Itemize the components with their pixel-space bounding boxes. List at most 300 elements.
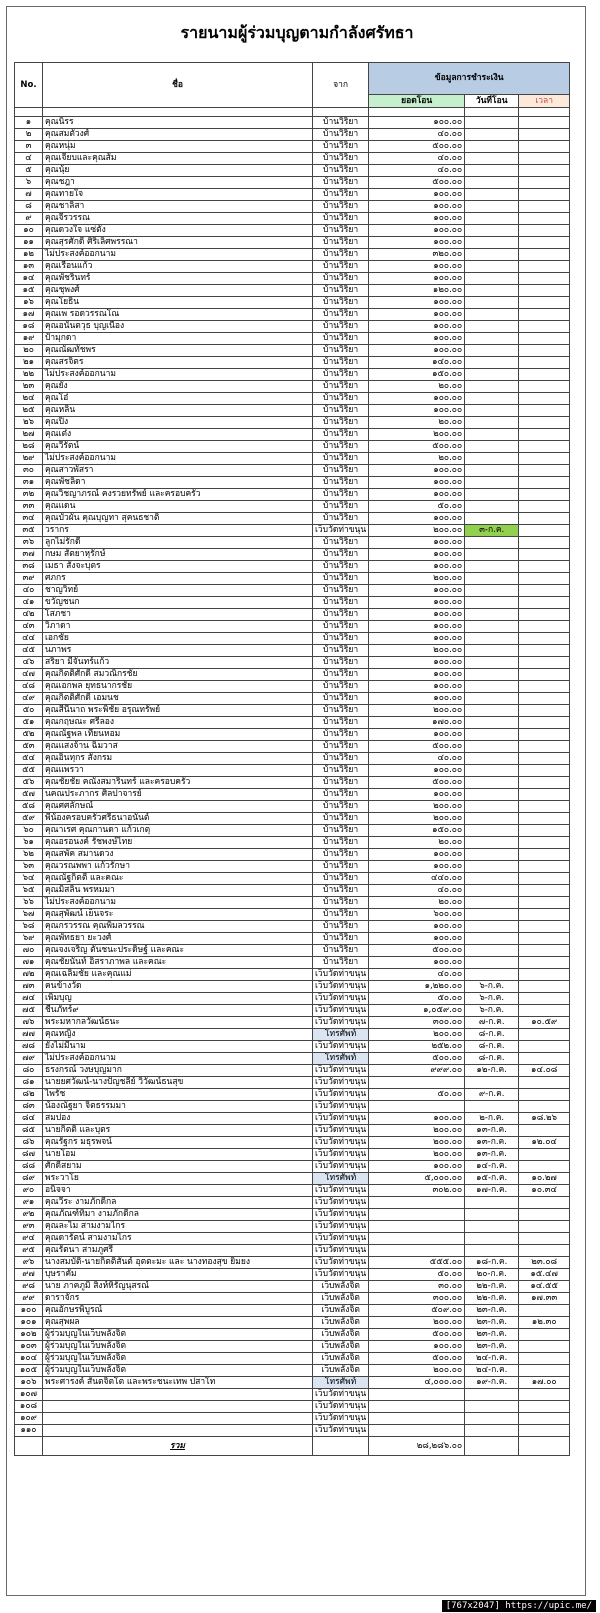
donor-amount: ๑,๐๕๙.๐๐ <box>369 1005 465 1017</box>
row-number: ๗๖ <box>15 1017 43 1029</box>
row-number: ๑๐๖ <box>15 1377 43 1389</box>
row-number: ๙๓ <box>15 1221 43 1233</box>
transfer-date: ๒๓-ก.ค. <box>465 1305 519 1317</box>
transfer-date: ๖-ก.ค. <box>465 993 519 1005</box>
row-number: ๒๙ <box>15 453 43 465</box>
table-row <box>15 1233 570 1245</box>
transfer-date <box>465 321 519 333</box>
donor-name: คุณชฎา <box>43 177 313 189</box>
transfer-time <box>519 1365 570 1377</box>
donor-name: คุณมิสลิน พรหมมา <box>43 885 313 897</box>
table-row <box>15 1005 570 1017</box>
transfer-time <box>519 477 570 489</box>
transfer-date <box>465 333 519 345</box>
transfer-date: ๑๓-ก.ค. <box>465 1149 519 1161</box>
donor-source: บ้านวิริยา <box>313 777 369 789</box>
transfer-time <box>519 1077 570 1089</box>
donor-name: ป้ามุกดา <box>43 333 313 345</box>
transfer-time <box>519 321 570 333</box>
donor-name: คุณชัยชัย คณังสมารินทร์ และครอบครัว <box>43 777 313 789</box>
donor-source: บ้านวิริยา <box>313 405 369 417</box>
table-row <box>15 285 570 297</box>
transfer-date <box>465 129 519 141</box>
table-row <box>15 981 570 993</box>
table-row <box>15 1077 570 1089</box>
donor-source: บ้านวิริยา <box>313 753 369 765</box>
transfer-date <box>465 513 519 525</box>
row-number: ๔๔ <box>15 633 43 645</box>
donor-name: คุณกิตติศักดิ์ เอมนช <box>43 693 313 705</box>
transfer-date <box>465 117 519 129</box>
table-row <box>15 657 570 669</box>
donor-name: คุณหลิน <box>43 405 313 417</box>
donor-source: บ้านวิริยา <box>313 141 369 153</box>
transfer-date <box>465 285 519 297</box>
transfer-date <box>465 561 519 573</box>
table-row <box>15 1317 570 1329</box>
transfer-date <box>465 873 519 885</box>
row-number: ๔๕ <box>15 645 43 657</box>
transfer-time <box>519 705 570 717</box>
donor-amount: ๔,๐๐๐.๐๐ <box>369 1377 465 1389</box>
row-number: ๑๘ <box>15 321 43 333</box>
table-row <box>15 1101 570 1113</box>
donor-name: คุณเอกพล ยุทธนากรชัย <box>43 681 313 693</box>
row-number: ๙ <box>15 213 43 225</box>
donor-name <box>43 1413 313 1425</box>
donor-amount: ๓๐๒.๐๐ <box>369 1185 465 1197</box>
row-number: ๓๐ <box>15 465 43 477</box>
donor-source: เว็บวัดท่าขนุน <box>313 1101 369 1113</box>
donor-name: คุณสาวพัสรา <box>43 465 313 477</box>
donor-source: บ้านวิริยา <box>313 561 369 573</box>
transfer-time <box>519 921 570 933</box>
donor-amount: ๑๕๐.๐๐ <box>369 825 465 837</box>
table-row <box>15 369 570 381</box>
transfer-time <box>519 177 570 189</box>
transfer-time <box>519 1161 570 1173</box>
donor-amount: ๓๒๐.๐๐ <box>369 249 465 261</box>
donor-amount <box>369 1221 465 1233</box>
donor-amount: ๑๐๐.๐๐ <box>369 261 465 273</box>
donor-source: บ้านวิริยา <box>313 765 369 777</box>
table-row <box>15 213 570 225</box>
row-number: ๔ <box>15 153 43 165</box>
row-number: ๖ <box>15 177 43 189</box>
donor-source: บ้านวิริยา <box>313 273 369 285</box>
row-number: ๔๑ <box>15 597 43 609</box>
table-row <box>15 477 570 489</box>
transfer-date <box>465 213 519 225</box>
transfer-time <box>519 1353 570 1365</box>
donor-name: พระวาโย <box>43 1173 313 1185</box>
donor-name: เพิ่มบุญ <box>43 993 313 1005</box>
transfer-time: ๑๒.๐๔ <box>519 1137 570 1149</box>
donor-amount: ๕๐๐.๐๐ <box>369 1353 465 1365</box>
table-row <box>15 1149 570 1161</box>
donor-amount: ๑๐๐.๐๐ <box>369 561 465 573</box>
table-row <box>15 1113 570 1125</box>
table-row <box>15 1401 570 1413</box>
document-frame <box>6 6 586 1596</box>
transfer-time <box>519 981 570 993</box>
donor-name: คุณโยธิน <box>43 297 313 309</box>
transfer-date <box>465 1413 519 1425</box>
row-number: ๑๔ <box>15 273 43 285</box>
header-payment: ข้อมูลการชำระเงิน <box>369 63 570 95</box>
donor-amount: ๑๐๐.๐๐ <box>369 225 465 237</box>
total-row <box>15 1437 570 1456</box>
table-row <box>15 1209 570 1221</box>
transfer-date <box>465 645 519 657</box>
donor-source: บ้านวิริยา <box>313 813 369 825</box>
row-number: ๑๓ <box>15 261 43 273</box>
row-number: ๒๕ <box>15 405 43 417</box>
row-number: ๒๔ <box>15 393 43 405</box>
donor-source: บ้านวิริยา <box>313 825 369 837</box>
donor-amount: ๑๐๐.๐๐ <box>369 297 465 309</box>
row-number: ๒๖ <box>15 417 43 429</box>
row-number: ๗๔ <box>15 993 43 1005</box>
transfer-time <box>519 549 570 561</box>
transfer-date <box>465 705 519 717</box>
table-row <box>15 1425 570 1437</box>
donor-amount: ๔๔๐.๐๐ <box>369 873 465 885</box>
donor-source: เว็บพลังจิต <box>313 1365 369 1377</box>
transfer-time <box>519 285 570 297</box>
row-number: ๙๔ <box>15 1233 43 1245</box>
table-row <box>15 333 570 345</box>
row-number: ๑๑๐ <box>15 1425 43 1437</box>
donor-amount: ๑๐๐.๐๐ <box>369 765 465 777</box>
transfer-time <box>519 405 570 417</box>
row-number: ๖๑ <box>15 837 43 849</box>
table-row <box>15 273 570 285</box>
donor-name: ไม่ประสงค์ออกนาม <box>43 453 313 465</box>
table-row <box>15 525 570 537</box>
transfer-date <box>465 1077 519 1089</box>
transfer-time <box>519 429 570 441</box>
donor-name: คุณสมตัวงศ์ <box>43 129 313 141</box>
donor-name: ไม่ประสงค์ออกนาม <box>43 249 313 261</box>
donor-name: คุณพัชลิดา <box>43 477 313 489</box>
donor-amount: ๒๐๐.๐๐ <box>369 1149 465 1161</box>
row-number: ๘๖ <box>15 1137 43 1149</box>
donor-source: บ้านวิริยา <box>313 165 369 177</box>
donor-source: เว็บวัดท่าขนุน <box>313 1245 369 1257</box>
row-number: ๔๐ <box>15 585 43 597</box>
table-row <box>15 1089 570 1101</box>
transfer-time: ๑๐.๕๙ <box>519 1017 570 1029</box>
transfer-date <box>465 681 519 693</box>
table-row <box>15 897 570 909</box>
row-number: ๗๓ <box>15 981 43 993</box>
transfer-date <box>465 789 519 801</box>
donor-amount: ๒๐๐.๐๐ <box>369 1125 465 1137</box>
table-row <box>15 321 570 333</box>
donor-source: บ้านวิริยา <box>313 297 369 309</box>
row-number: ๘ <box>15 201 43 213</box>
table-row <box>15 537 570 549</box>
row-number: ๓๕ <box>15 525 43 537</box>
donor-amount: ๑๐๐.๐๐ <box>369 849 465 861</box>
transfer-time <box>519 117 570 129</box>
donor-amount: ๔๐.๐๐ <box>369 753 465 765</box>
table-row <box>15 261 570 273</box>
donor-source: บ้านวิริยา <box>313 789 369 801</box>
donor-amount: ๑๐๐.๐๐ <box>369 861 465 873</box>
table-row <box>15 1305 570 1317</box>
transfer-date <box>465 549 519 561</box>
transfer-date <box>465 225 519 237</box>
donor-amount: ๓๐.๐๐ <box>369 1281 465 1293</box>
donor-amount: ๕๐๐.๐๐ <box>369 141 465 153</box>
donor-name: คุณแดน <box>43 501 313 513</box>
table-row <box>15 1173 570 1185</box>
donor-source: บ้านวิริยา <box>313 261 369 273</box>
donor-name: วรากร <box>43 525 313 537</box>
transfer-time <box>519 417 570 429</box>
row-number: ๒๘ <box>15 441 43 453</box>
transfer-time <box>519 465 570 477</box>
transfer-date <box>465 249 519 261</box>
donor-name: คุณสพัค สมานดวง <box>43 849 313 861</box>
donor-amount: ๑๐๐.๐๐ <box>369 585 465 597</box>
table-row <box>15 1041 570 1053</box>
transfer-date <box>465 417 519 429</box>
table-row <box>15 789 570 801</box>
donor-name: คุณบัวผัน คุณบุญทา สุคนธชาติ <box>43 513 313 525</box>
donor-source: บ้านวิริยา <box>313 873 369 885</box>
row-number: ๕๐ <box>15 705 43 717</box>
table-row <box>15 189 570 201</box>
donor-amount: ๑๐๐.๐๐ <box>369 609 465 621</box>
donor-name: คุณวรณพพา แก้วรักษา <box>43 861 313 873</box>
transfer-date: ๑๒-ก.ค. <box>465 1065 519 1077</box>
row-number: ๑๐๑ <box>15 1317 43 1329</box>
donor-amount: ๒๐.๐๐ <box>369 837 465 849</box>
donor-source: เว็บวัดท่าขนุน <box>313 1089 369 1101</box>
donor-name: คุณสุรศักดิ์ ศิริเลิศพรรณา <box>43 237 313 249</box>
transfer-time <box>519 1005 570 1017</box>
donor-amount: ๑๐๐.๐๐ <box>369 465 465 477</box>
transfer-time <box>519 1053 570 1065</box>
table-row <box>15 957 570 969</box>
donor-name: ธรงกรณ์ วงษบุญมาก <box>43 1065 313 1077</box>
transfer-time <box>519 237 570 249</box>
donor-source: เว็บพลังจิต <box>313 1281 369 1293</box>
donor-name: ผู้ร่วมบุญในเว็บพลังจิต <box>43 1341 313 1353</box>
donor-name: ดาราจักร <box>43 1293 313 1305</box>
donor-name: ไพรัช <box>43 1089 313 1101</box>
donor-amount: ๑๐๐.๐๐ <box>369 321 465 333</box>
row-number: ๑๐ <box>15 225 43 237</box>
transfer-time <box>519 501 570 513</box>
donor-name: คุณภัณฑ์ทิมา งามภักดิ์กล <box>43 1209 313 1221</box>
transfer-date <box>465 297 519 309</box>
transfer-date <box>465 657 519 669</box>
table-row <box>15 501 570 513</box>
donor-source: เว็บพลังจิต <box>313 1317 369 1329</box>
donor-amount: ๕๐๐.๐๐ <box>369 777 465 789</box>
transfer-date <box>465 741 519 753</box>
transfer-date: ๑๔-ก.ค. <box>465 1161 519 1173</box>
donor-name: สริยา มีจันทร์แก้ว <box>43 657 313 669</box>
transfer-time <box>519 813 570 825</box>
donor-source: เว็บวัดท่าขนุน <box>313 1425 369 1437</box>
donor-source: เว็บวัดท่าขนุน <box>313 1209 369 1221</box>
row-number: ๖๐ <box>15 825 43 837</box>
transfer-time: ๑๗.๐๐ <box>519 1377 570 1389</box>
donor-amount: ๑๐๐.๐๐ <box>369 729 465 741</box>
row-number: ๖๗ <box>15 909 43 921</box>
donor-amount: ๕,๐๐๐.๐๐ <box>369 1173 465 1185</box>
donor-name <box>43 1425 313 1437</box>
donor-source: โทรศัพท์ <box>313 1377 369 1389</box>
transfer-date <box>465 597 519 609</box>
transfer-date <box>465 1209 519 1221</box>
donor-source: เว็บพลังจิต <box>313 1341 369 1353</box>
transfer-date <box>465 897 519 909</box>
transfer-date: ๖-ก.ค. <box>465 1005 519 1017</box>
transfer-time <box>519 1197 570 1209</box>
donor-name: คุณหญิง <box>43 1029 313 1041</box>
table-row <box>15 441 570 453</box>
transfer-date <box>465 609 519 621</box>
table-row <box>15 573 570 585</box>
donor-amount: ๑๗๐.๐๐ <box>369 717 465 729</box>
table-row <box>15 1125 570 1137</box>
row-number: ๑๐๗ <box>15 1389 43 1401</box>
row-number: ๘๕ <box>15 1125 43 1137</box>
table-row <box>15 1269 570 1281</box>
donor-source: เว็บพลังจิต <box>313 1329 369 1341</box>
donor-amount: ๑๐๐.๐๐ <box>369 669 465 681</box>
transfer-time <box>519 969 570 981</box>
transfer-date <box>465 957 519 969</box>
transfer-date <box>465 837 519 849</box>
row-number: ๒๓ <box>15 381 43 393</box>
transfer-time <box>519 249 570 261</box>
table-row <box>15 309 570 321</box>
table-row <box>15 609 570 621</box>
table-row <box>15 813 570 825</box>
row-number: ๙๑ <box>15 1197 43 1209</box>
donor-source: เว็บวัดท่าขนุน <box>313 1113 369 1125</box>
donor-source: บ้านวิริยา <box>313 501 369 513</box>
transfer-date <box>465 861 519 873</box>
table-row <box>15 1053 570 1065</box>
transfer-date <box>465 201 519 213</box>
transfer-time <box>519 1221 570 1233</box>
transfer-date <box>465 717 519 729</box>
transfer-date <box>465 465 519 477</box>
row-number: ๘๐ <box>15 1065 43 1077</box>
table-row <box>15 825 570 837</box>
transfer-time: ๑๔.๕๕ <box>519 1281 570 1293</box>
row-number: ๙๕ <box>15 1245 43 1257</box>
row-number: ๘๙ <box>15 1173 43 1185</box>
transfer-date <box>465 633 519 645</box>
donor-source: บ้านวิริยา <box>313 249 369 261</box>
transfer-date <box>465 1401 519 1413</box>
row-number: ๙๘ <box>15 1281 43 1293</box>
donor-name: คุณแพรวา <box>43 765 313 777</box>
transfer-time <box>519 897 570 909</box>
donor-name: คุณศศลักษณ์ <box>43 801 313 813</box>
table-row <box>15 681 570 693</box>
transfer-time <box>519 489 570 501</box>
header-source: จาก <box>313 63 369 108</box>
transfer-time <box>519 513 570 525</box>
donor-amount: ๕๐๐.๐๐ <box>369 1329 465 1341</box>
transfer-time <box>519 873 570 885</box>
donor-name: คุณรัฐกร มธุรพจน์ <box>43 1137 313 1149</box>
table-row <box>15 453 570 465</box>
donor-amount: ๓๐๐.๐๐ <box>369 1017 465 1029</box>
table-row <box>15 621 570 633</box>
donor-amount: ๒๐.๐๐ <box>369 417 465 429</box>
row-number: ๑๐๐ <box>15 1305 43 1317</box>
transfer-date <box>465 261 519 273</box>
table-row <box>15 873 570 885</box>
donor-name: คุณชัยนันท์ อิสราภาพล และคณะ <box>43 957 313 969</box>
transfer-time <box>519 765 570 777</box>
donor-source: เว็บวัดท่าขนุน <box>313 1149 369 1161</box>
donor-source: บ้านวิริยา <box>313 705 369 717</box>
transfer-date <box>465 933 519 945</box>
transfer-date <box>465 237 519 249</box>
donor-amount: ๑๐๐.๐๐ <box>369 537 465 549</box>
donor-name: คุณวีระ งามภักดิ์กล <box>43 1197 313 1209</box>
transfer-date <box>465 693 519 705</box>
transfer-time <box>519 753 570 765</box>
row-number: ๓๘ <box>15 561 43 573</box>
donor-amount: ๒๐๐.๐๐ <box>369 705 465 717</box>
donor-name: ลูกไม่รักดี <box>43 537 313 549</box>
transfer-time <box>519 801 570 813</box>
transfer-date <box>465 1233 519 1245</box>
transfer-time <box>519 273 570 285</box>
row-number: ๘๔ <box>15 1113 43 1125</box>
row-number: ๔๙ <box>15 693 43 705</box>
transfer-time <box>519 885 570 897</box>
transfer-time <box>519 1245 570 1257</box>
row-number: ๕๒ <box>15 729 43 741</box>
donor-source: บ้านวิริยา <box>313 129 369 141</box>
row-number: ๓๒ <box>15 489 43 501</box>
transfer-date <box>465 1221 519 1233</box>
row-number: ๖๖ <box>15 897 43 909</box>
transfer-date <box>465 921 519 933</box>
transfer-time <box>519 669 570 681</box>
donor-amount <box>369 1413 465 1425</box>
donor-source: บ้านวิริยา <box>313 201 369 213</box>
transfer-date <box>465 177 519 189</box>
row-number: ๙๙ <box>15 1293 43 1305</box>
row-number: ๙๐ <box>15 1185 43 1197</box>
transfer-date <box>465 357 519 369</box>
donor-source: เว็บวัดท่าขนุน <box>313 993 369 1005</box>
transfer-time <box>519 597 570 609</box>
donor-amount: ๙๙๙.๐๐ <box>369 1065 465 1077</box>
row-number: ๕๗ <box>15 789 43 801</box>
transfer-time <box>519 909 570 921</box>
donor-amount: ๑๐๐.๐๐ <box>369 189 465 201</box>
donor-source: เว็บวัดท่าขนุน <box>313 969 369 981</box>
row-number: ๓๙ <box>15 573 43 585</box>
donor-amount: ๑๐๐.๐๐ <box>369 657 465 669</box>
